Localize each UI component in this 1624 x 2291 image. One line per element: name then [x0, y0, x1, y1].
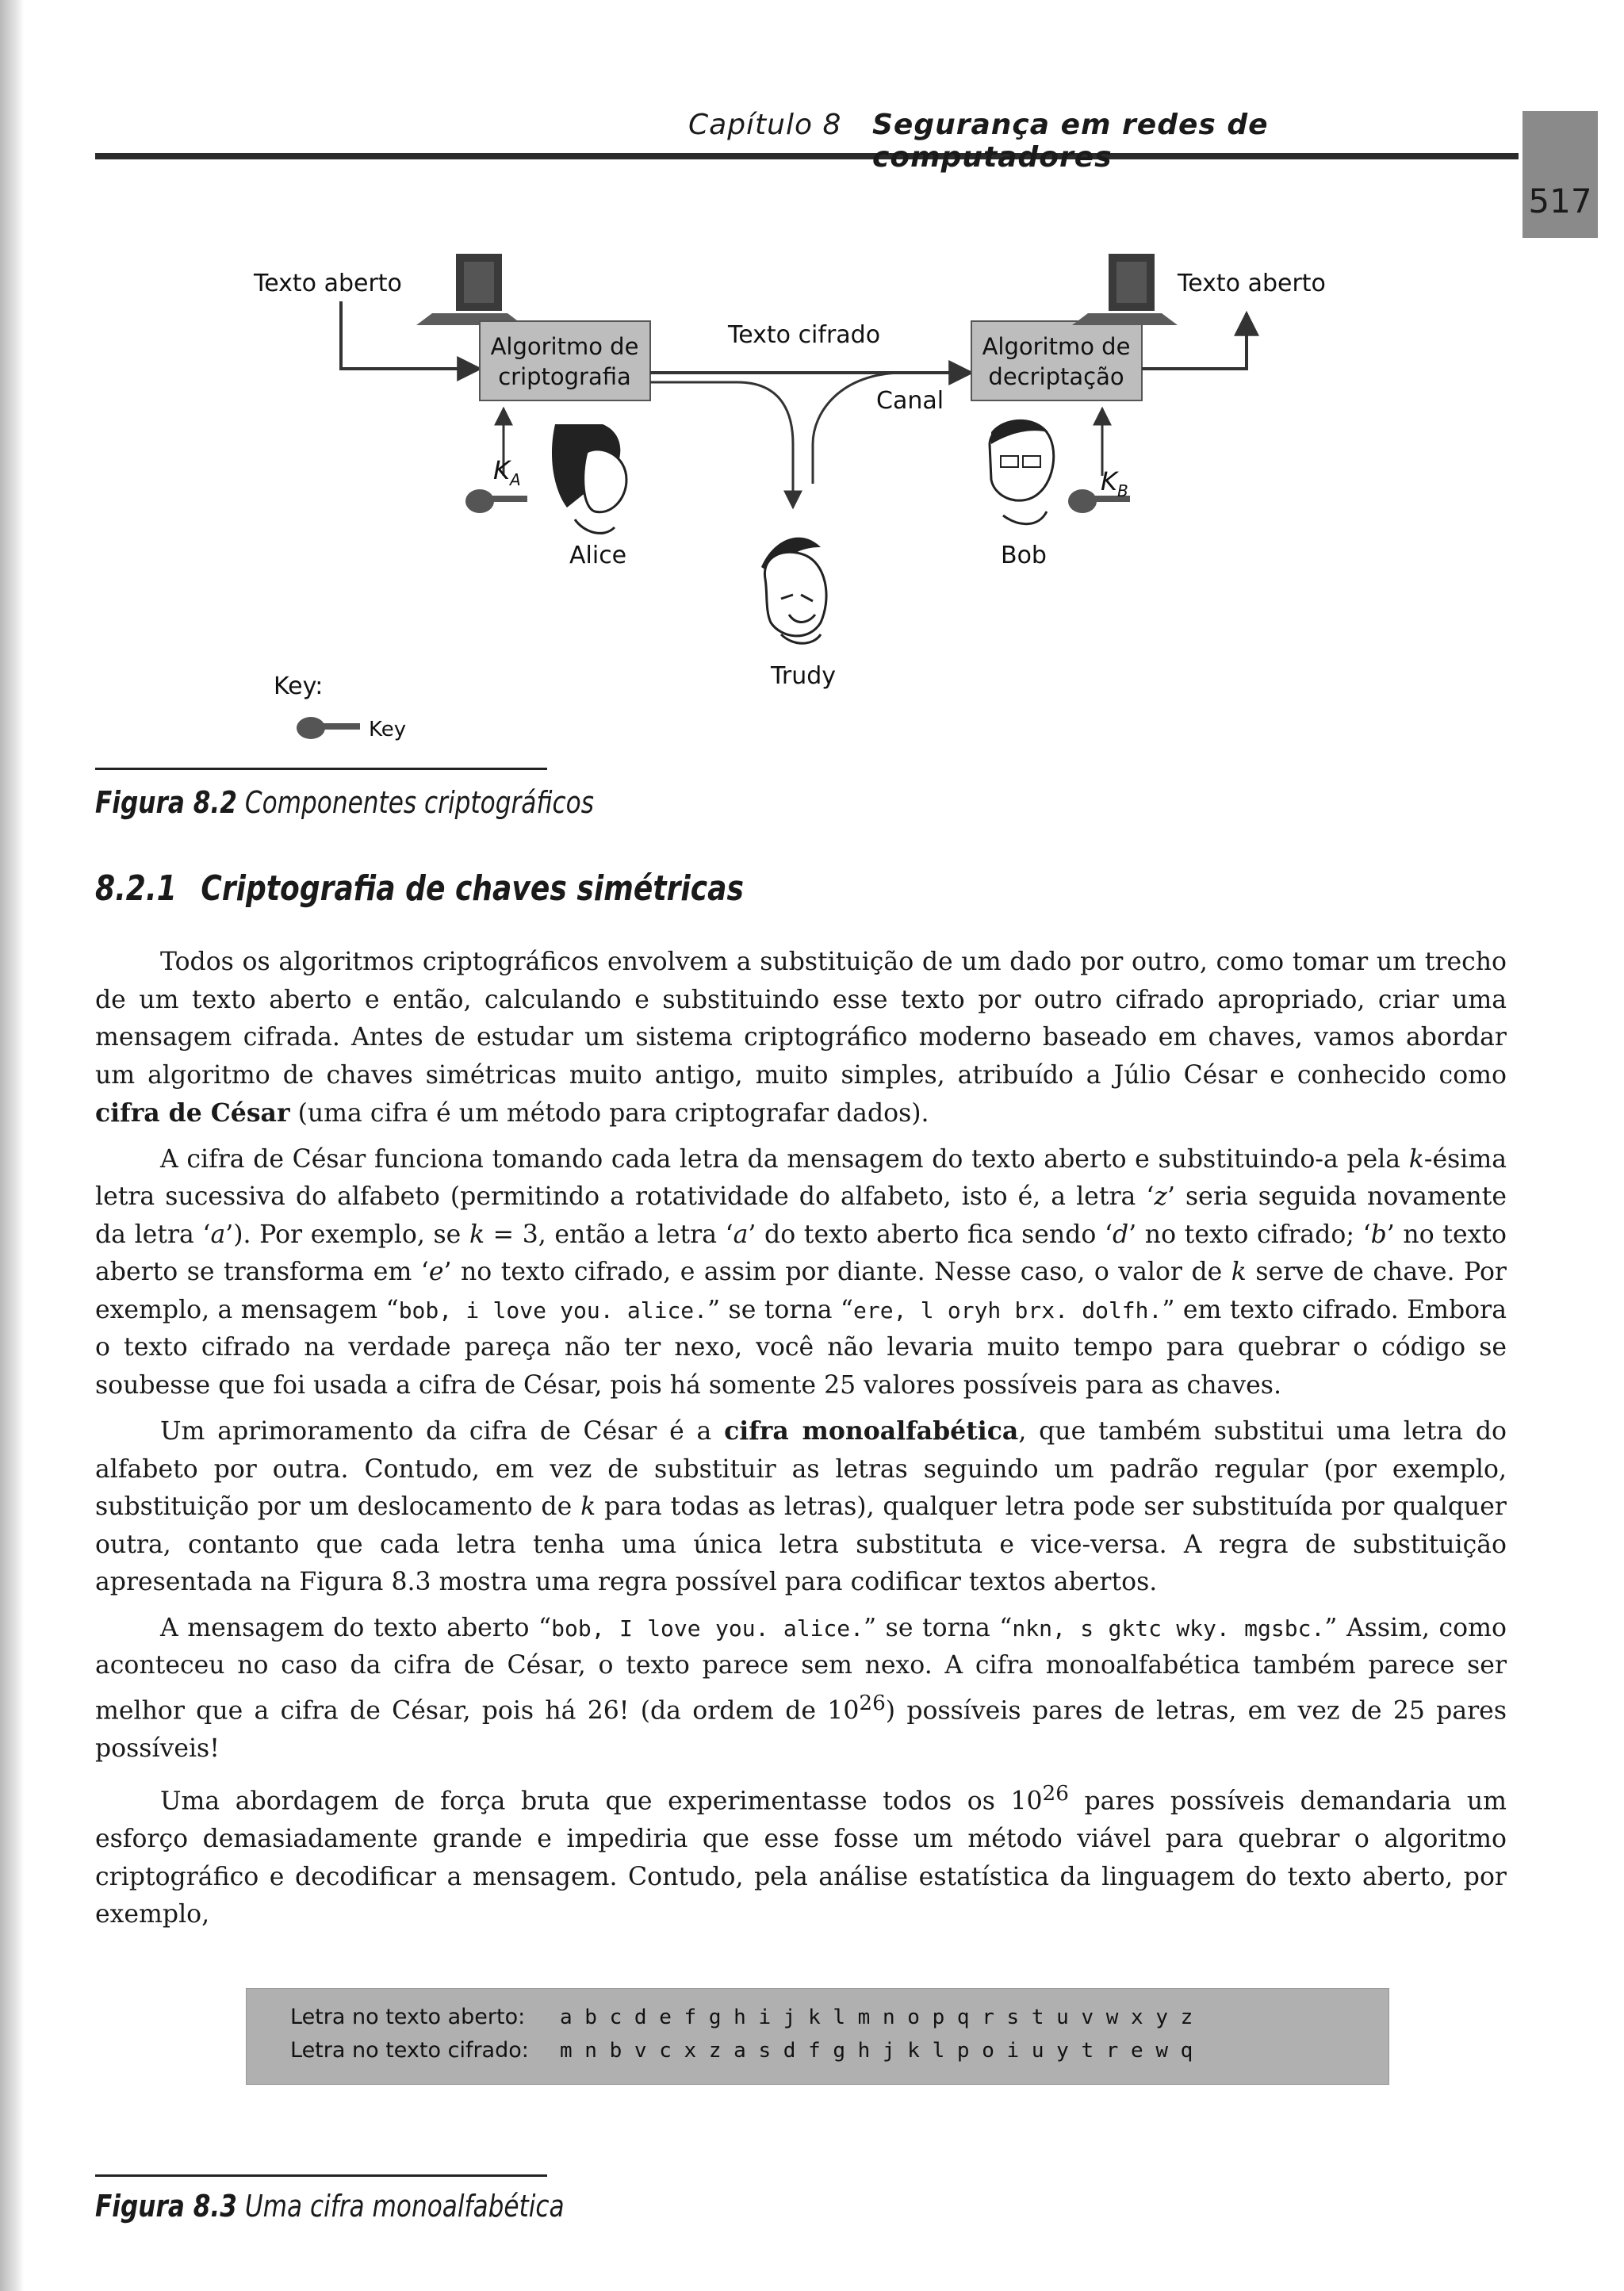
ciphertext-letter-row: [290, 2038, 1193, 2063]
figure-8-2-label: Figura 8.2: [95, 785, 237, 820]
section-title: Criptografia de chaves simétricas: [201, 868, 744, 909]
alice-label: Alice: [569, 542, 627, 569]
figure-8-3-label: Figura 8.3: [95, 2189, 237, 2224]
sender-computer-icon: [416, 254, 523, 325]
receiver-computer-icon: [1072, 254, 1178, 325]
alice-avatar: [552, 424, 626, 533]
body-text: [95, 944, 1507, 1942]
bob-avatar: [990, 420, 1054, 524]
figure-8-3-rule: [95, 2174, 547, 2177]
trudy-tap-left: [650, 382, 793, 508]
plaintext-in-arrow: [341, 301, 480, 369]
figure-8-3-text: Uma cifra monoalfabética: [244, 2189, 565, 2224]
plaintext-left-label: Texto aberto: [254, 270, 402, 297]
paragraph-3: Um aprimoramento da cifra de César é a cifra monoalfabética, que também substitui uma letra do alfabeto por outra. Contudo, em vez de substituir as letras seguindo um padrão regular (por exemplo, substituição por um deslocamento de k para todas as letras), qualquer letra pode ser substituída por qualquer outra, contanto que cada letra tenha uma única letra substituta e vice-versa. A regra de substituição apresentada na Figura 8.3 mostra uma regra possível para codificar textos abertos.: [95, 1416, 1507, 1596]
legend-key-icon: [297, 717, 360, 739]
legend-title: Key:: [274, 672, 324, 700]
legend-key-label: Key: [369, 718, 407, 741]
key-a-icon: [465, 489, 527, 513]
paragraph-1: Todos os algoritmos criptográficos envolvem a substituição de um dado por outro, como tomar um trecho de um texto aberto e então, calculando e substituindo esse texto por outro cifrado apropriado, criar uma mensagem cifrada. Antes de estudar um sistema criptográfico moderno baseado em chaves, vamos abordar um algoritmo de chaves simétricas muito antigo, muito simples, atribuído a Júlio César e conhecido como cifra de César (uma cifra é um método para criptografar dados).: [95, 948, 1507, 1128]
key-b-label: $K_B$: [1101, 466, 1128, 500]
key-a-label: $K_A$: [493, 455, 521, 489]
channel-label: Canal: [876, 387, 944, 415]
chapter-label: Capítulo 8: [688, 109, 842, 141]
plaintext-right-label: Texto aberto: [1178, 270, 1326, 297]
paragraph-4: A mensagem do texto aberto “bob, I love you. alice.” se torna “nkn, s gktc wky. mgsbc.” Assim, como aconteceu no caso da cifra de César, o texto parece sem nexo. A cifra monoalfabética também parece ser melhor que a cifra de César, pois há 26! (da ordem de $10^{26}$) possíveis pares de letras, em vez de 25 pares possíveis!: [95, 1613, 1507, 1763]
trudy-label: Trudy: [771, 662, 837, 690]
section-number: 8.2.1: [95, 868, 177, 909]
paragraph-5: Uma abordagem de força bruta que experimentasse todos os $10^{26}$ pares possíveis demandaria um esforço demasiadamente grande e impediria que esse fosse um método viável para quebrar o algoritmo criptográfico e decodificar a mensagem. Contudo, pela análise estatística da linguagem do texto aberto, por exemplo,: [95, 1782, 1507, 1929]
plaintext-letters: a b c d e f g h i j k l m n o p q r s t u v w x y z: [560, 2005, 1193, 2029]
crypto-components-diagram: [0, 0, 1624, 793]
figure-8-2-caption: [95, 785, 594, 820]
encryption-box-line2: criptografia: [498, 363, 631, 390]
decryption-box-line2: decriptação: [988, 363, 1124, 390]
bob-label: Bob: [1001, 542, 1047, 569]
ciphertext-letters: m n b v c x z a s d f g h j k l p o i u y t r e w q: [560, 2038, 1193, 2063]
paragraph-2: A cifra de César funciona tomando cada letra da mensagem do texto aberto e substituindo-a pela k-ésima letra sucessiva do alfabeto (permitindo a rotatividade do alfabeto, isto é, a letra ‘z’ seria seguida novamente da letra ‘a’). Por exemplo, se k = 3, então a letra ‘a’ do texto aberto fica sendo ‘d’ no texto cifrado; ‘b’ no texto aberto se transforma em ‘e’ no texto cifrado, e assim por diante. Nesse caso, o valor de k serve de chave. Por exemplo, a mensagem “bob, i love you. alice.” se torna “ere, l oryh brx. dolfh.” em texto cifrado. Embora o texto cifrado na verdade pareça não ter nexo, você não levaria muito tempo para quebrar o código se soubesse que foi usada a cifra de César, pois há somente 25 valores possíveis para as chaves.: [95, 1144, 1507, 1400]
monoalphabetic-cipher-table: [246, 1988, 1389, 2085]
figure-8-2-text: Componentes criptográficos: [244, 785, 594, 820]
section-heading: [95, 868, 744, 909]
figure-8-3-caption: [95, 2189, 565, 2224]
decryption-box-line1: Algoritmo de: [982, 333, 1131, 360]
ciphertext-label: Texto cifrado: [728, 321, 881, 349]
ciphertext-row-label: Letra no texto cifrado:: [290, 2038, 529, 2063]
figure-8-2-rule: [95, 768, 547, 770]
chapter-title: Segurança em redes de computadores: [872, 109, 1269, 174]
plaintext-letter-row: [290, 2005, 1193, 2029]
trudy-avatar: [761, 538, 826, 644]
page-number: 517: [1522, 111, 1598, 238]
plaintext-row-label: Letra no texto aberto:: [290, 2005, 526, 2029]
encryption-box-line1: Algoritmo de: [490, 333, 639, 360]
